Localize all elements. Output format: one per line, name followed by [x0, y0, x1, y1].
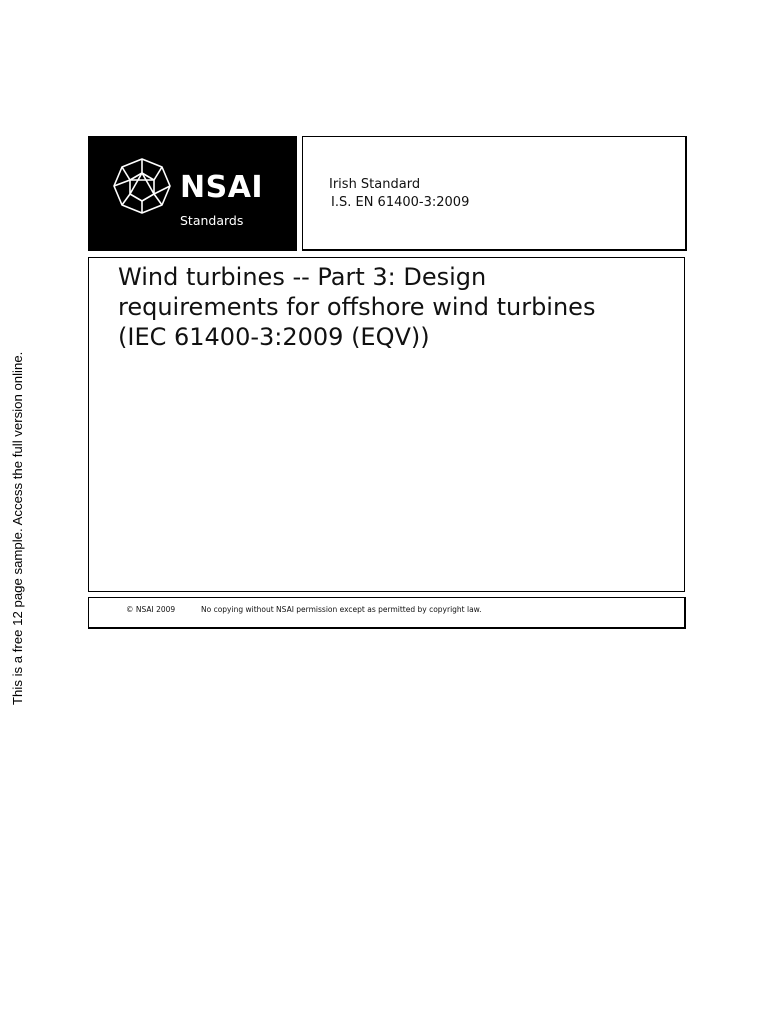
document-title: Wind turbines -- Part 3: Design requirements for offshore wind turbines (IEC 61400-3:2009 (EQV)): [118, 263, 596, 351]
title-box: [88, 257, 685, 592]
logo-wordmark: NSAI: [180, 170, 264, 205]
copyright-text: © NSAI 2009: [126, 605, 176, 614]
copyright-notice: No copying without NSAI permission except as permitted by copyright law.: [201, 605, 482, 614]
copyright-footer: [88, 597, 686, 629]
logo-subtitle: Standards: [180, 213, 244, 228]
standard-type-label: Irish Standard: [329, 177, 421, 192]
standard-number: I.S. EN 61400-3:2009: [331, 195, 470, 210]
free-sample-side-note: This is a free 12 page sample. Access the full version online.: [10, 351, 25, 705]
standard-id-box: [302, 136, 687, 251]
nsai-polyhedron-icon: [112, 156, 172, 216]
nsai-logo-block: [88, 136, 297, 251]
